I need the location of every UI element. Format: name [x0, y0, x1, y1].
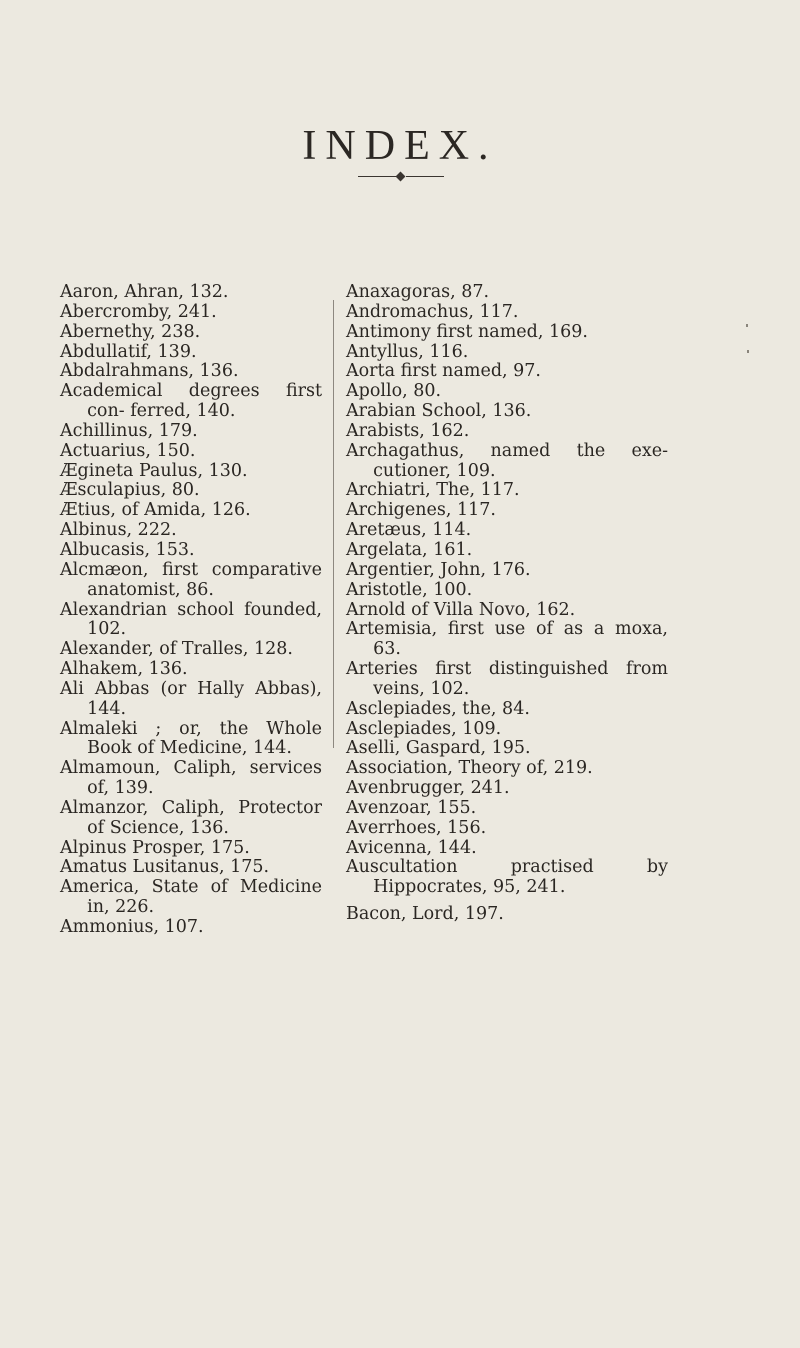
index-entry: Antimony first named, 169.	[346, 321, 588, 342]
index-entry: Ammonius, 107.	[60, 917, 204, 937]
index-entry: Abercromby, 241.	[60, 301, 217, 322]
index-entry: Achillinus, 179.	[60, 420, 198, 441]
index-entry: Almaleki ; or, the Whole Book of Medicine, 144.	[60, 718, 322, 759]
index-entry: Academical degrees first con- ferred, 140.	[60, 381, 322, 422]
ornament-rule-left	[358, 176, 396, 177]
index-entry: Aretæus, 114.	[346, 520, 472, 541]
column-divider	[333, 300, 334, 748]
index-entry: Apollo, 80.	[346, 381, 442, 402]
index-entry: Arteries first distinguished from veins, 102.	[346, 659, 668, 699]
index-entry: Abdullatif, 139.	[60, 341, 197, 362]
index-entry: Auscultation practised by Hippocrates, 95, 241.	[346, 857, 668, 898]
index-entry: Avicenna, 144.	[346, 837, 477, 858]
index-entry: Aselli, Gaspard, 195.	[346, 738, 531, 759]
index-entry: Alpinus Prosper, 175.	[60, 837, 250, 858]
page-title: INDEX.	[302, 123, 498, 169]
index-entry: Argelata, 161.	[346, 539, 473, 560]
index-entry: Archagathus, named the exe- cutioner, 109.	[346, 440, 668, 481]
index-entry: Albucasis, 153.	[60, 539, 195, 560]
index-entry: Arabists, 162.	[346, 420, 470, 441]
index-entry: Almamoun, Caliph, services of, 139.	[60, 758, 322, 799]
index-entry: Actuarius, 150.	[60, 440, 196, 461]
index-entry: Asclepiades, the, 84.	[346, 698, 530, 719]
index-entry: Artemisia, first use of as a moxa, 63.	[346, 619, 668, 660]
index-entry: Archigenes, 117.	[346, 500, 496, 521]
index-entry: Arnold of Villa Novo, 162.	[346, 599, 576, 620]
ink-speck	[746, 324, 748, 327]
index-entry: Association, Theory of, 219.	[346, 758, 593, 779]
title-ornament	[358, 172, 444, 182]
index-entry: Aorta first named, 97.	[346, 361, 541, 382]
index-entry: America, State of Medicine in, 226.	[60, 877, 322, 918]
index-column-left	[60, 283, 322, 938]
index-entry: Ali Abbas (or Hally Abbas), 144.	[60, 678, 322, 719]
ornament-rule-right	[406, 176, 444, 177]
index-entry: Averrhoes, 156.	[346, 817, 487, 838]
index-column-right	[346, 283, 668, 925]
index-entry: Ætius, of Amida, 126.	[60, 500, 251, 521]
index-entry: Arabian School, 136.	[346, 401, 532, 422]
index-entry: Bacon, Lord, 197.	[346, 904, 504, 925]
index-entry: Avenzoar, 155.	[346, 797, 477, 818]
index-entry: Aaron, Ahran, 132.	[60, 282, 229, 302]
index-entry: Amatus Lusitanus, 175.	[60, 857, 270, 878]
index-entry: Albinus, 222.	[60, 520, 177, 541]
index-entry: Andromachus, 117.	[346, 301, 519, 322]
ink-speck	[747, 350, 749, 353]
index-entry: Asclepiades, 109.	[346, 718, 502, 739]
index-entry: Alhakem, 136.	[60, 659, 188, 680]
index-entry: Avenbrugger, 241.	[346, 778, 510, 799]
index-entry: Aristotle, 100.	[346, 579, 473, 600]
index-entry: Anaxagoras, 87.	[346, 282, 490, 302]
index-entry: Archiatri, The, 117.	[346, 480, 520, 501]
index-entry: Alcmæon, first comparative anatomist, 86.	[60, 559, 322, 600]
ornament-diamond	[396, 172, 406, 182]
index-entry: Alexander, of Tralles, 128.	[60, 639, 293, 660]
index-entry: Antyllus, 116.	[346, 341, 469, 362]
index-entry: Æsculapius, 80.	[60, 480, 200, 501]
margin-specks	[746, 324, 749, 364]
index-entry: Abernethy, 238.	[60, 321, 201, 342]
index-entry: Ægineta Paulus, 130.	[60, 460, 248, 481]
index-entry: Argentier, John, 176.	[346, 559, 531, 580]
index-entry: Almanzor, Caliph, Protector of Science, 136.	[60, 797, 322, 838]
index-entry: Alexandrian school founded, 102.	[60, 599, 322, 640]
index-entry: Abdalrahmans, 136.	[60, 361, 239, 382]
